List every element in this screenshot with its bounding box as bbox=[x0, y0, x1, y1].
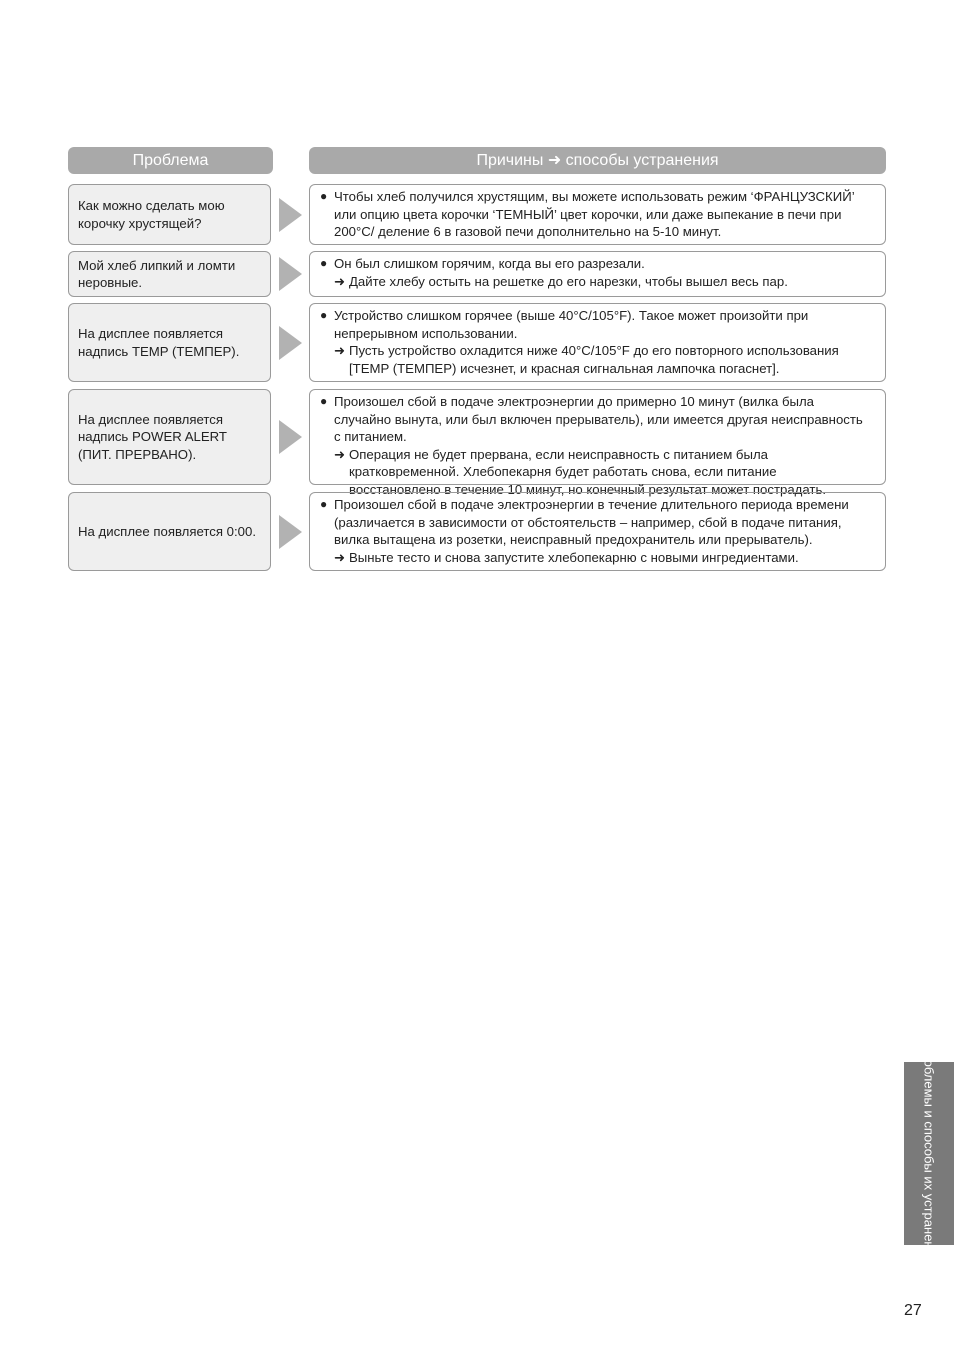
bullet-icon: ● bbox=[320, 497, 328, 511]
fix-item bbox=[334, 446, 871, 499]
cause-text: Он был слишком горячим, когда вы его разрезали. bbox=[334, 256, 645, 271]
section-side-tab-label: Проблемы и способы их устранения bbox=[921, 1043, 937, 1263]
troubleshooting-row bbox=[68, 184, 886, 245]
problem-cell bbox=[68, 251, 271, 297]
arrow-right-icon: ➜ bbox=[334, 549, 346, 565]
cause-cell bbox=[309, 389, 886, 497]
troubleshooting-row bbox=[68, 303, 886, 382]
problem-column-header bbox=[68, 147, 273, 174]
problem-cell bbox=[68, 389, 271, 485]
triangle-arrow-icon bbox=[279, 198, 302, 232]
troubleshooting-row bbox=[68, 389, 886, 497]
problem-column-header-label: Проблема bbox=[132, 152, 209, 169]
triangle-arrow-icon bbox=[279, 326, 302, 360]
cause-cell bbox=[309, 251, 886, 297]
fix-item bbox=[334, 342, 871, 377]
problem-text: Мой хлеб липкий и ломти неровные. bbox=[78, 257, 236, 290]
triangle-arrow-icon bbox=[279, 515, 302, 549]
cause-item bbox=[320, 255, 871, 273]
section-side-tab bbox=[904, 1043, 954, 1263]
problem-text: На дисплее появляется надпись POWER ALERT (ПИТ. ПРЕРВАНО). bbox=[78, 411, 227, 462]
cause-item bbox=[320, 393, 871, 446]
bullet-icon: ● bbox=[320, 308, 328, 322]
fix-item bbox=[334, 273, 871, 291]
fix-text: Операция не будет прервана, если неисправность с питанием была кратковременной. Хлебопекарня будет работать снова, если питание восстановлено в течение 10 минут, но конечный результат может пострадать. bbox=[349, 446, 826, 497]
fix-text: Пусть устройство охладится ниже 40°C/105°F до его повторного использования [TEMP (ТЕМПЕР) исчезнет, и красная сигнальная лампочка погаснет]. bbox=[349, 343, 839, 376]
cause-cell bbox=[309, 303, 886, 382]
problem-cell bbox=[68, 184, 271, 245]
problem-cell bbox=[68, 492, 271, 571]
cause-text: Устройство слишком горячее (выше 40°C/105°F). Такое может произойти при непрерывном использовании. bbox=[334, 308, 809, 341]
bullet-icon: ● bbox=[320, 189, 328, 203]
cause-item bbox=[320, 496, 871, 549]
cause-text: Чтобы хлеб получился хрустящим, вы можете использовать режим ‘ФРАНЦУЗСКИЙ’ или опцию цвета корочки ‘ТЕМНЫЙ’ цвет корочки, или даже выпекание в печи при 200°C/ деление 6 в газовой печи дополнительно на 5-10 минут. bbox=[334, 189, 855, 239]
arrow-right-icon: ➜ bbox=[334, 273, 346, 289]
cause-text: Произошел сбой в подаче электроэнергии в течение длительного периода времени (различается в зависимости от обстоятельств – например, сбой в подаче питания, вилка вытащена из розетки, неисправный предохранитель или прерыватель). bbox=[334, 497, 849, 547]
problem-cell bbox=[68, 303, 271, 382]
triangle-arrow-icon bbox=[279, 257, 302, 291]
fix-text: Выньте тесто и снова запустите хлебопекарню с новыми ингредиентами. bbox=[349, 549, 799, 565]
problem-text: На дисплее появляется надпись TEMP (ТЕМПЕР). bbox=[78, 326, 240, 359]
page-number: 27 bbox=[904, 1302, 922, 1319]
fix-item bbox=[334, 549, 871, 567]
cause-text: Произошел сбой в подаче электроэнергии до примерно 10 минут (вилка была случайно вынута, или был включен прерыватель), или имеется другая неисправность с питанием. bbox=[334, 394, 863, 444]
bullet-icon: ● bbox=[320, 256, 328, 270]
fix-text: Дайте хлебу остыть на решетке до его нарезки, чтобы вышел весь пар. bbox=[349, 273, 788, 289]
cause-column-header bbox=[309, 147, 886, 174]
bullet-icon: ● bbox=[320, 394, 328, 408]
cause-cell bbox=[309, 492, 886, 571]
troubleshooting-row bbox=[68, 251, 886, 297]
arrow-right-icon: ➜ bbox=[334, 343, 346, 358]
triangle-arrow-icon bbox=[279, 420, 302, 454]
arrow-right-icon: ➜ bbox=[334, 446, 346, 462]
cause-column-header-label: Причины ➜ способы устранения bbox=[476, 152, 719, 169]
troubleshooting-row bbox=[68, 492, 886, 571]
problem-text: Как можно сделать мою корочку хрустящей? bbox=[78, 198, 225, 231]
cause-item bbox=[320, 307, 871, 342]
cause-item bbox=[320, 188, 871, 241]
problem-text: На дисплее появляется 0:00. bbox=[78, 523, 257, 539]
cause-cell bbox=[309, 184, 886, 245]
